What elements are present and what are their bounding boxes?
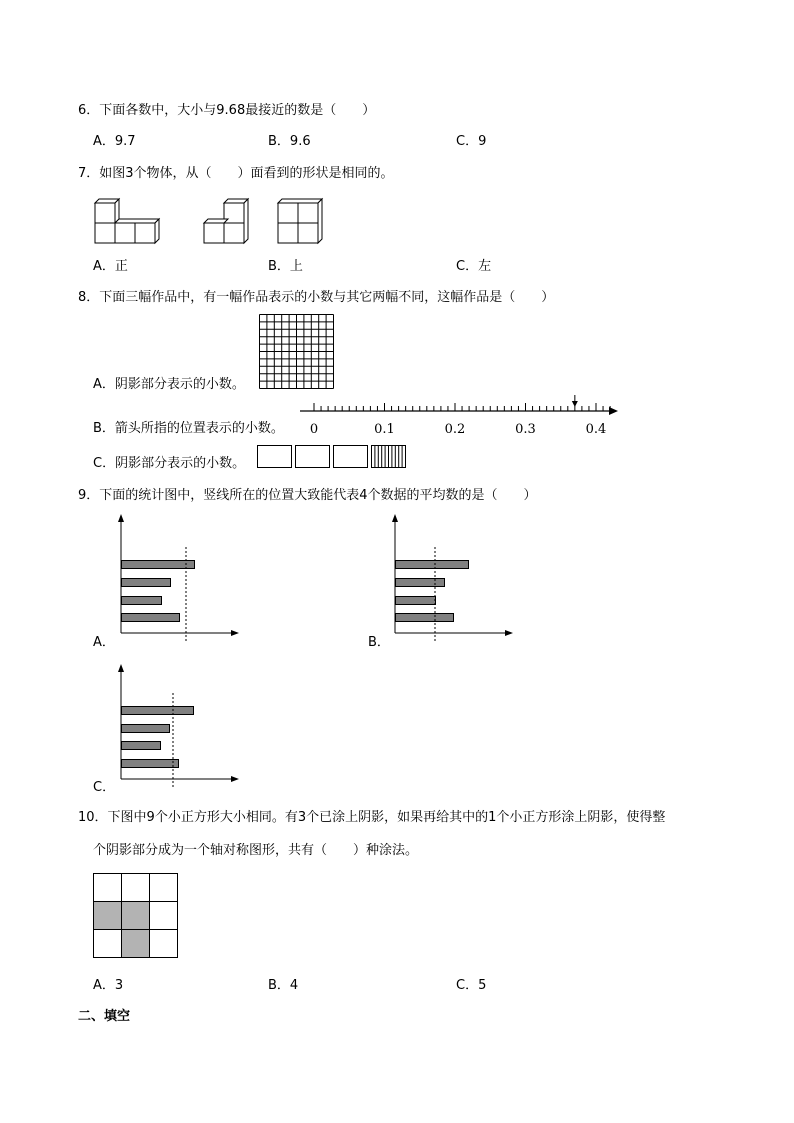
grid-cell-shaded [94, 902, 122, 930]
q8-number-line-label: 0.1 [374, 422, 395, 437]
q8-option-a[interactable]: A．阴影部分表示的小数。 [93, 377, 245, 392]
q9-chart-b [384, 514, 519, 642]
q8-option-c[interactable]: C．阴影部分表示的小数。 [93, 456, 246, 471]
q8-hundred-grid [259, 314, 334, 389]
q6-stem: 6．下面各数中，大小与9.68最接近的数是（ ） [78, 103, 376, 118]
q9b-bar [396, 614, 454, 622]
q7-option-a[interactable]: A．正 [93, 259, 128, 274]
grid-cell [122, 874, 150, 902]
q9-chart-c [110, 664, 245, 788]
q9c-bar [122, 707, 194, 715]
q6-option-a[interactable]: A．9.7 [93, 134, 136, 149]
q10-stem-line2: 个阴影部分成为一个轴对称图形，共有（ ）种涂法。 [93, 843, 419, 858]
grid-cell [94, 874, 122, 902]
grid-cell-shaded [122, 902, 150, 930]
q9-label-b[interactable]: B． [368, 635, 390, 650]
q9c-bar [122, 760, 179, 768]
q7-option-c[interactable]: C．左 [456, 259, 492, 274]
q10-option-a[interactable]: A．3 [93, 978, 124, 993]
grid-cell [150, 874, 178, 902]
q8-number-line-label: 0.3 [515, 422, 536, 437]
grid-cell-shaded [122, 930, 150, 958]
grid-cell [150, 902, 178, 930]
grid-cell [94, 930, 122, 958]
q9c-bar [122, 742, 161, 750]
q9a-bar [122, 597, 162, 605]
q9a-bar [122, 579, 171, 587]
q10-option-b[interactable]: B．4 [268, 978, 299, 993]
q9-label-c[interactable]: C． [93, 780, 116, 795]
q10-option-c[interactable]: C．5 [456, 978, 487, 993]
q9-label-a[interactable]: A． [93, 635, 115, 650]
q9a-bar [122, 614, 180, 622]
q7-cube-figure-1 [94, 198, 164, 243]
section-heading: 二、填空 [78, 1009, 131, 1024]
q7-stem: 7．如图3个物体，从（ ）面看到的形状是相同的。 [78, 166, 394, 181]
q7-cube-figure-2 [203, 198, 248, 243]
q10-stem-line1: 10．下图中9个小正方形大小相同。有3个已涂上阴影，如果再给其中的1个小正方形涂上阴影，使得整 [78, 810, 666, 825]
q8-number-line [300, 395, 620, 435]
q9b-bar [396, 597, 436, 605]
q8-number-line-label: 0.2 [444, 422, 466, 437]
q6-option-b[interactable]: B．9.6 [268, 134, 311, 149]
q6-option-c[interactable]: C．9 [456, 134, 487, 149]
q7-cube-figure-3 [277, 198, 322, 243]
q7-option-b[interactable]: B．上 [268, 259, 303, 274]
number-line-pointer-head [572, 401, 578, 407]
q10-nine-square-grid [93, 873, 181, 961]
q8-option-b[interactable]: B．箭头所指的位置表示的小数。 [93, 421, 284, 436]
q8-bar-strips [257, 445, 409, 469]
q9-chart-a [110, 514, 245, 642]
q9-stem: 9．下面的统计图中，竖线所在的位置大致能代表4个数据的平均数的是（ ） [78, 488, 537, 503]
q9b-bar [396, 561, 469, 569]
q8-number-line-label: 0.4 [585, 422, 607, 437]
q9b-bar [396, 579, 445, 587]
grid-cell [150, 930, 178, 958]
q9c-bar [122, 725, 170, 733]
q8-number-line-label: 0 [309, 422, 319, 437]
q8-stem: 8．下面三幅作品中，有一幅作品表示的小数与其它两幅不同，这幅作品是（ ） [78, 290, 555, 305]
q9a-bar [122, 561, 195, 569]
